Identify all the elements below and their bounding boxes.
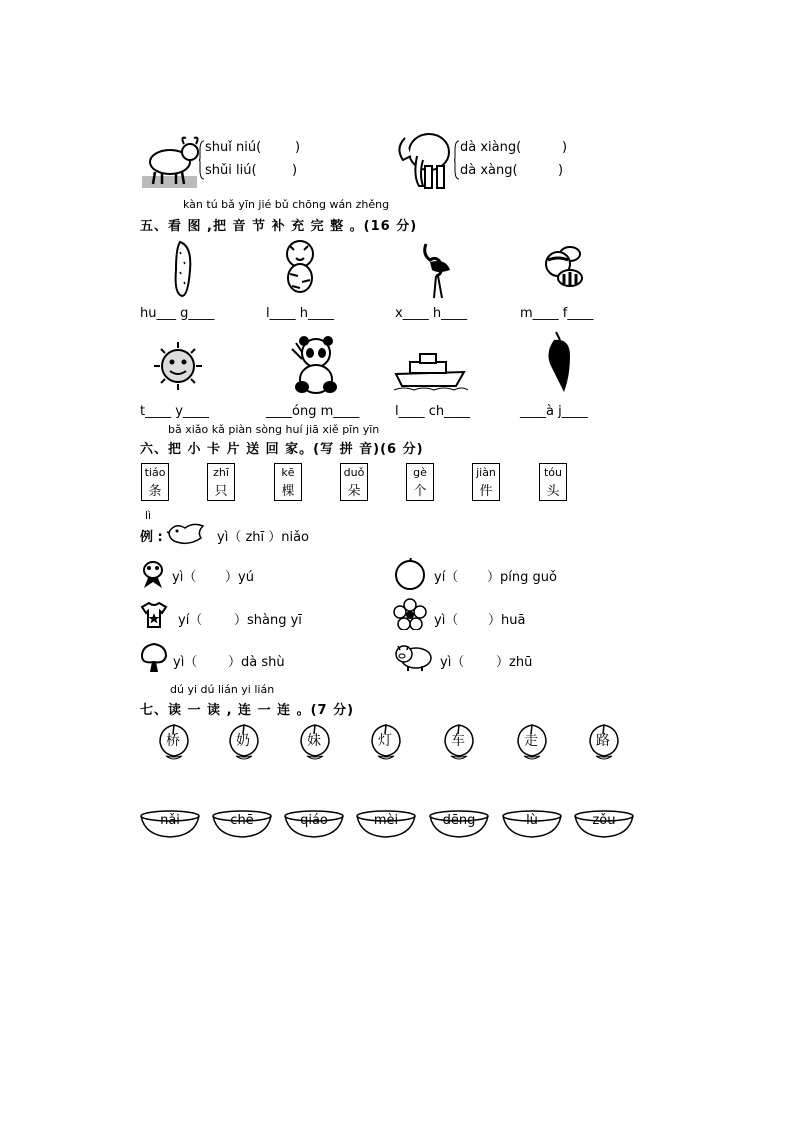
- fill-blank-tiger[interactable]: l____ h____: [266, 306, 334, 321]
- peach-mei[interactable]: [299, 722, 333, 764]
- example-ruby: lì: [145, 509, 152, 522]
- blank-pig-right[interactable]: ）zhū: [496, 655, 533, 670]
- section6-title: 六、把 小 卡 片 送 回 家。(写 拼 音)(6 分): [140, 442, 424, 457]
- elephant-option-2: dà xàng(: [460, 163, 518, 178]
- card-tou: tóu 头: [539, 463, 567, 501]
- section5-ruby: kàn tú bǎ yīn jié bǔ chōng wán zhěng: [183, 198, 390, 211]
- peach-char: 车: [451, 733, 465, 749]
- peach-char: 奶: [236, 733, 250, 749]
- fill-blank-cucumber[interactable]: hu___ g____: [140, 306, 215, 321]
- elephant-picture: [395, 126, 455, 191]
- pig-icon: [392, 642, 434, 672]
- card-ke: kē 棵: [274, 463, 302, 501]
- goldfish-icon: [140, 558, 166, 590]
- elephant-close-2: ): [558, 163, 564, 178]
- card-zhi: zhī 只: [207, 463, 235, 501]
- peach-char: 妹: [307, 733, 321, 749]
- bowl-qiao[interactable]: [283, 810, 345, 840]
- panda-picture: [290, 333, 342, 395]
- bowl-nai[interactable]: [139, 810, 201, 840]
- bowl-label: lù: [526, 813, 538, 828]
- tiger-picture: [280, 238, 322, 298]
- peach-deng[interactable]: [370, 722, 404, 764]
- tshirt-icon: [140, 601, 168, 629]
- peach-nai[interactable]: [228, 722, 262, 764]
- fill-blank-chili[interactable]: ____à j____: [520, 404, 588, 419]
- blank-apple-left: yí（: [434, 570, 459, 585]
- ox-option-1: shuǐ niú(: [205, 140, 262, 155]
- example-text: yì（ zhī ）niǎo: [217, 530, 310, 545]
- flower-icon: [393, 598, 427, 630]
- blank-pig-left: yì（: [440, 655, 465, 670]
- fill-blank-sun[interactable]: t____ y____: [140, 404, 209, 419]
- peach-char: 路: [596, 733, 610, 749]
- card-tiao: tiáo 条: [141, 463, 169, 501]
- section6-ruby: bǎ xiǎo kǎ piàn sòng huí jiā xiě pīn yīn: [168, 423, 380, 436]
- ship-picture: [392, 350, 468, 392]
- blank-tree-left: yì（: [173, 655, 198, 670]
- bowl-label: mèi: [373, 813, 399, 828]
- peach-lu[interactable]: [588, 722, 622, 764]
- bird-icon: [165, 518, 209, 548]
- chili-pepper-picture: [540, 330, 576, 396]
- peach-char: 走: [524, 733, 538, 749]
- card-jian: jiàn 件: [472, 463, 500, 501]
- bowl-label: nǎi: [160, 813, 180, 828]
- ox-close-2: ): [292, 163, 298, 178]
- example-label: 例 :: [140, 530, 163, 545]
- ox-picture: [140, 132, 200, 190]
- section5-title: 五、看 图 ,把 音 节 补 充 完 整 。(16 分): [140, 219, 418, 234]
- bowl-label: qiáo: [300, 813, 328, 828]
- blank-fish-left: yì（: [172, 570, 197, 585]
- fill-blank-panda[interactable]: ____óng m____: [266, 404, 360, 419]
- bowl-deng[interactable]: [428, 810, 490, 840]
- crane-picture: [418, 240, 454, 300]
- card-duo: duǒ 朵: [340, 463, 368, 501]
- peach-char: 灯: [378, 733, 392, 749]
- bee-picture: [540, 242, 588, 290]
- bowl-che[interactable]: [211, 810, 273, 840]
- bowl-label: chē: [230, 813, 254, 828]
- blank-fish-right[interactable]: ）yú: [225, 570, 254, 585]
- elephant-option-1: dà xiàng(: [460, 140, 522, 155]
- ox-close-1: ): [295, 140, 301, 155]
- bowl-mei[interactable]: [355, 810, 417, 840]
- sun-picture: [150, 340, 206, 392]
- peach-che[interactable]: [443, 722, 477, 764]
- peach-char: 桥: [166, 733, 180, 749]
- cucumber-picture: [170, 240, 196, 300]
- peach-qiao[interactable]: [158, 722, 192, 764]
- blank-shirt-left: yí（: [178, 613, 203, 628]
- blank-flower-right[interactable]: ）huā: [488, 613, 526, 628]
- bowl-lu[interactable]: [501, 810, 563, 840]
- elephant-close-1: ): [562, 140, 568, 155]
- section7-ruby: dú yi dú lián yi lián: [170, 683, 275, 696]
- blank-tree-right[interactable]: ）dà shù: [228, 655, 285, 670]
- blank-apple-right[interactable]: ）píng guǒ: [487, 570, 557, 585]
- tree-icon: [140, 642, 168, 674]
- blank-shirt-right[interactable]: ）shàng yī: [234, 613, 302, 628]
- ox-option-2: shǔi liú(: [205, 163, 257, 178]
- peach-zou[interactable]: [516, 722, 550, 764]
- section7-title: 七、读 一 读 , 连 一 连 。(7 分): [140, 703, 355, 718]
- fill-blank-crane[interactable]: x____ h____: [395, 306, 468, 321]
- card-ge: gè 个: [406, 463, 434, 501]
- bowl-label: zǒu: [592, 813, 616, 828]
- apple-icon: [393, 558, 427, 590]
- fill-blank-bee[interactable]: m____ f____: [520, 306, 594, 321]
- fill-blank-ship[interactable]: l____ ch____: [395, 404, 471, 419]
- blank-flower-left: yì（: [434, 613, 459, 628]
- bowl-zou[interactable]: [573, 810, 635, 840]
- bowl-label: dēng: [442, 813, 476, 828]
